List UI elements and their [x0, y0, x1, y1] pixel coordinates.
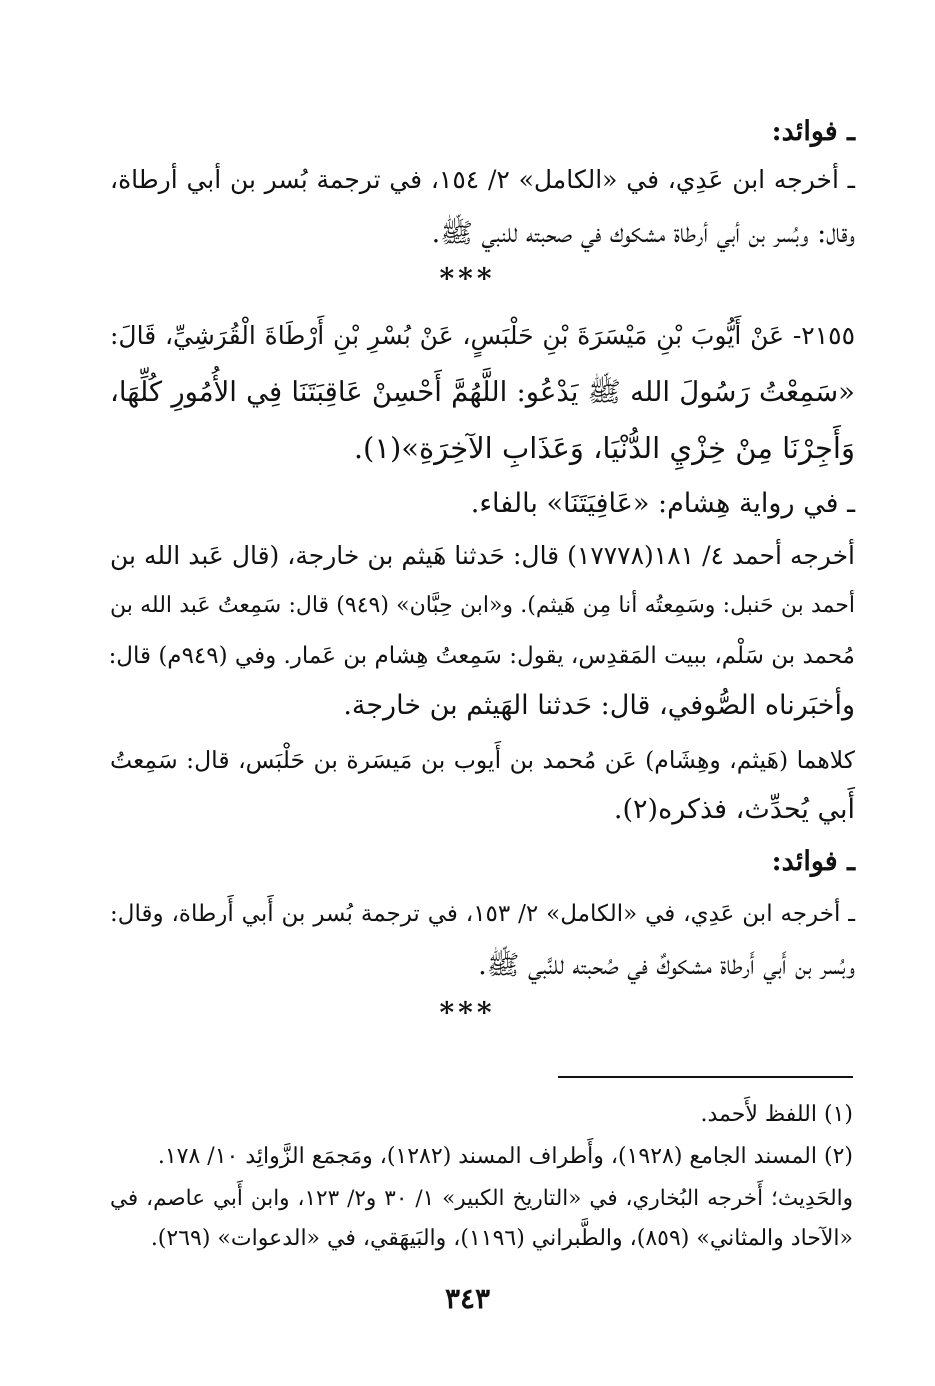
hadith-line-3: وَأَجِرْنَا مِنْ خِزْيِ الدُّنْيَا، وَعَذَابِ الآخِرَةِ»(١). — [353, 431, 855, 465]
page-number: ٣٤٣ — [444, 1282, 491, 1315]
kilahuma-line-2: أَبي يُحدِّث، فذكره(٢). — [613, 794, 855, 825]
footnote-divider — [558, 1076, 853, 1078]
section-separator-1: *** — [439, 262, 496, 295]
takhrij-line-4: وأخبَرناه الصُّوفي، قال: حَدثنا الهَيثم بن خارجة. — [343, 690, 855, 721]
footnote-2: (٢) المسند الجامع (١٩٢٨)، وأَطراف المسند (١٢٨٢)، ومَجمَع الزَّوائِد ١٠/ ١٧٨. — [157, 1144, 853, 1169]
takhrij-line-3: مُحمد بن سَلْم، ببيت المَقدِس، يقول: سَمِعتُ هِشام بن عَمار. وفي (٩٤٩م) قال: — [108, 643, 855, 669]
takhrij-line-2: أحمد بن حَنبل: وسَمِعتُه أنا مِن هَيثم). و«ابن حِبَّان» (٩٤٩) قال: سَمِعتُ عَبد الله بن — [110, 593, 855, 618]
kilahuma-line-1: كلاهما (هَيثم، وهِشَام) عَن مُحمد بن أَيوب بن مَيسَرة بن حَلْبَس، قال: سَمِعتُ — [110, 746, 855, 774]
fawaid-1-line-1: ـ أخرجه ابن عَدِي، في «الكامل» ٢/ ١٥٤، في ترجمة بُسر بن أبي أرطاة، — [110, 165, 856, 194]
section-separator-2: *** — [439, 996, 496, 1029]
footnote-2-continued-line-1: والحَدِيث؛ أَخرجه البُخاري، في «التاريخ الكبير» ١/ ٣٠ و٢/ ١٢٣، وابن أَبي عاصم، في — [110, 1186, 854, 1211]
hadith-line-2: «سَمِعْتُ رَسُولَ الله ﷺ يَدْعُو: اللَّهُمَّ أَحْسِنْ عَاقِبَتَنَا فِي الأُمُورِ كُلِّهَا، — [110, 376, 855, 408]
hadith-line-1: ٢١٥٥- عَنْ أَيُّوبَ بْنِ مَيْسَرَةَ بْنِ حَلْبَسٍ، عَنْ بُسْرِ بْنِ أَرْطَاةَ الْقُرَشِيِّ، قَالَ: — [110, 321, 855, 350]
footnote-2-continued-line-2: «الآحاد والمثاني» (٨٥٩)، والطَّبراني (١١٩٦)، والبَيهَقي، في «الدعوات» (٢٦٩). — [150, 1226, 853, 1251]
riwaya-note: ـ في رواية هِشام: «عَافِيَتَنَا» بالفاء. — [470, 488, 855, 519]
section-heading-fawaid-2: ـ فوائد: — [771, 846, 855, 877]
fawaid-2-line-2: وبُسر بن أَبي أَرطاة مشكوكٌ في صُحبته للنَّبي ﷺ. — [478, 950, 855, 981]
fawaid-1-line-2: وقال: وبُسر بن أبي أرطاة مشكوك في صحبته للنبي ﷺ. — [431, 218, 855, 249]
footnote-1: (١) اللفظ لأَحمد. — [700, 1102, 853, 1127]
section-heading-fawaid-1: ـ فوائد: — [771, 116, 855, 147]
takhrij-line-1: أخرجه أحمد ٤/ ١٨١(١٧٧٧٨) قال: حَدثنا هَيثم بن خارجة، (قال عَبد الله بن — [110, 541, 855, 570]
fawaid-2-line-1: ـ أخرجه ابن عَدِي، في «الكامل» ٢/ ١٥٣، في ترجمة بُسر بن أَبي أَرطاة، وقال: — [110, 901, 855, 927]
